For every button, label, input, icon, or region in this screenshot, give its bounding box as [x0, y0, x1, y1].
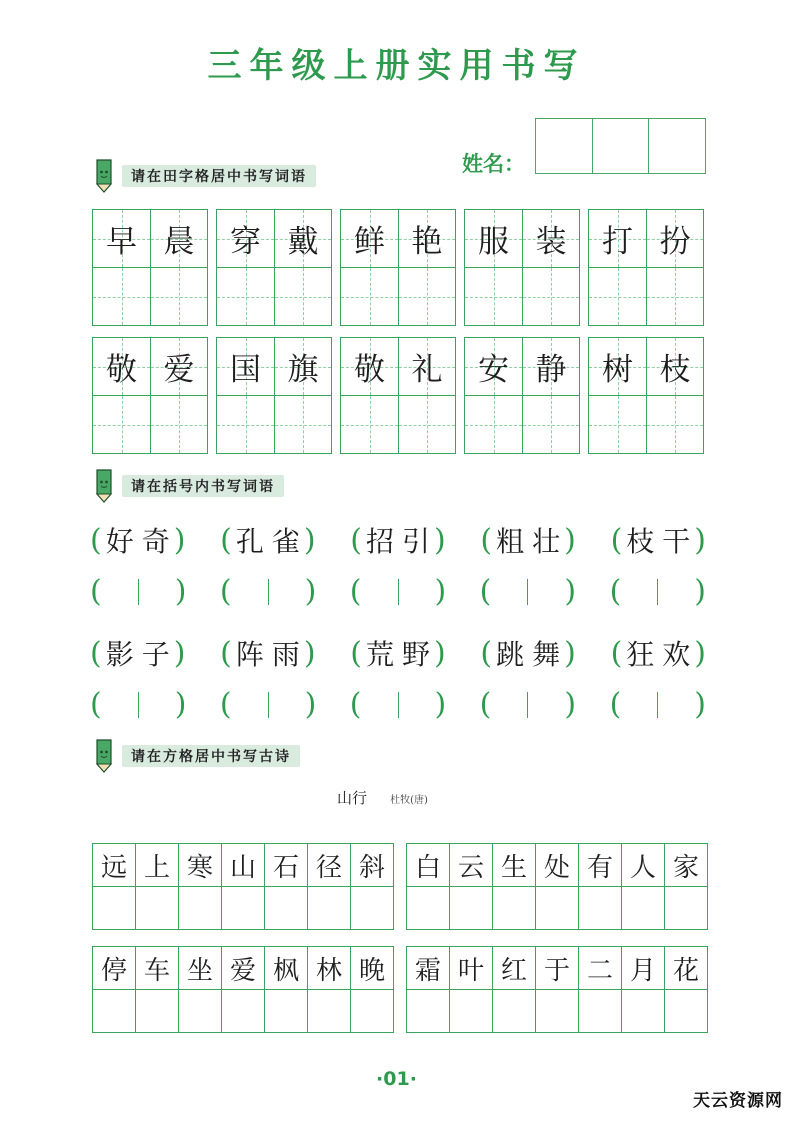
bracket-blank[interactable]: [610, 687, 706, 722]
poem-char-cell: 斜: [351, 844, 394, 887]
poem-char-cell: 叶: [450, 947, 493, 990]
poem-char-cell: 停: [93, 947, 136, 990]
poem-line-grid: [406, 946, 708, 1033]
tian-cell: [150, 338, 207, 453]
bracket-char: 野: [401, 638, 430, 671]
page-title: 三年级上册实用书写: [207, 46, 586, 86]
blank-slot[interactable]: [362, 690, 398, 720]
bracket-word: [611, 520, 706, 560]
tian-practice-cell[interactable]: [399, 396, 455, 453]
bracket-char: 好: [105, 525, 134, 558]
tian-word: [216, 337, 332, 454]
tian-word: [340, 337, 456, 454]
blank-slot[interactable]: [399, 577, 435, 607]
blank-slot[interactable]: [621, 690, 657, 720]
blank-slot[interactable]: [269, 690, 305, 720]
poem-char-cell: 花: [665, 947, 708, 990]
tian-practice-cell[interactable]: [217, 268, 274, 325]
right-paren: ): [694, 574, 706, 609]
poem-char-cell: 爱: [222, 947, 265, 990]
poem-practice-cell[interactable]: [308, 990, 351, 1033]
bracket-word: [90, 520, 185, 560]
tian-word: [216, 209, 332, 326]
poem-line-grid: [406, 843, 708, 930]
bracket-char: 狂: [626, 638, 655, 671]
tian-practice-cell[interactable]: [399, 268, 455, 325]
section-header-3: [92, 738, 300, 774]
tian-practice-cell[interactable]: [647, 396, 703, 453]
tian-char: 敬: [354, 352, 385, 388]
right-paren: ): [694, 635, 706, 671]
left-paren: (: [219, 687, 232, 722]
right-paren: ): [434, 522, 446, 558]
poem-practice-cell[interactable]: [579, 990, 622, 1033]
right-paren: ): [173, 522, 186, 558]
poem-practice-cell[interactable]: [665, 887, 708, 930]
tian-word: [340, 209, 456, 326]
bracket-char: 子: [141, 638, 170, 671]
tian-char-cell: [151, 338, 207, 396]
poem-char-cell: 人: [622, 844, 665, 887]
tian-practice-cell[interactable]: [341, 396, 398, 453]
section-label: 请在方格居中书写古诗: [122, 745, 300, 767]
poem-line-grid: [92, 843, 394, 930]
tian-char-cell: [217, 210, 274, 268]
poem-char-cell: 山: [222, 844, 265, 887]
tian-char-cell: [465, 210, 522, 268]
blank-slot[interactable]: [658, 690, 694, 720]
tian-char-cell: [647, 210, 703, 268]
tian-practice-cell[interactable]: [523, 396, 579, 453]
bracket-char: 影: [105, 638, 134, 671]
page-number: ·01·: [376, 1068, 417, 1090]
blank-slot[interactable]: [621, 577, 657, 607]
poem-practice-cell[interactable]: [136, 887, 179, 930]
blank-slot[interactable]: [232, 577, 268, 607]
left-paren: (: [350, 522, 362, 558]
blank-slot[interactable]: [362, 577, 398, 607]
right-paren: ): [304, 687, 317, 722]
poem-char-cell: 家: [665, 844, 708, 887]
right-paren: ): [174, 574, 187, 609]
tian-practice-cell[interactable]: [523, 268, 579, 325]
tian-char-cell: [217, 338, 274, 396]
right-paren: ): [694, 522, 706, 558]
right-paren: ): [434, 635, 446, 671]
tian-char-cell: [465, 338, 522, 396]
tian-grid-area: [92, 209, 704, 454]
name-box[interactable]: [536, 119, 593, 173]
pencil-icon: [92, 158, 116, 194]
left-paren: (: [610, 635, 623, 671]
blank-slot[interactable]: [658, 577, 694, 607]
tian-cell: [522, 210, 579, 325]
tian-char: 早: [106, 224, 137, 260]
poem-char-cell: 寒: [179, 844, 222, 887]
left-paren: (: [349, 687, 362, 722]
tian-char: 打: [602, 224, 633, 260]
poem-char-cell: 晚: [351, 947, 394, 990]
left-paren: (: [90, 635, 102, 671]
bracket-word-row: [90, 520, 706, 560]
name-box[interactable]: [649, 119, 705, 173]
tian-char-cell: [275, 210, 331, 268]
blank-slot[interactable]: [491, 690, 527, 720]
bracket-char: 荒: [365, 638, 394, 671]
tian-char-cell: [523, 210, 579, 268]
tian-char-cell: [589, 338, 646, 396]
tian-char: 国: [230, 352, 261, 388]
poem-char-cell: 有: [579, 844, 622, 887]
right-paren: ): [173, 635, 186, 671]
bracket-char: 引: [401, 525, 430, 558]
bracket-char: 粗: [496, 525, 525, 558]
tian-word: [92, 209, 208, 326]
tian-practice-cell[interactable]: [93, 396, 150, 453]
tian-cell: [341, 338, 398, 453]
poem-char-cell: 于: [536, 947, 579, 990]
tian-word: [464, 337, 580, 454]
poem-title: 山行: [337, 789, 368, 807]
poem-practice-cell[interactable]: [493, 990, 536, 1033]
poem-char-cell: 二: [579, 947, 622, 990]
bracket-word: [611, 633, 706, 673]
blank-slot[interactable]: [102, 577, 138, 607]
poem-practice-cell[interactable]: [622, 887, 665, 930]
bracket-blank[interactable]: [90, 687, 186, 722]
tian-cell: [522, 338, 579, 453]
poem-row: [92, 946, 708, 1033]
poem-char-cell: 红: [493, 947, 536, 990]
tian-practice-cell[interactable]: [93, 268, 150, 325]
bracket-char: 欢: [662, 638, 691, 671]
bracket-word: [480, 520, 575, 560]
tian-char: 旗: [287, 352, 319, 388]
bracket-char: 舞: [532, 638, 561, 671]
poem-char-cell: 处: [536, 844, 579, 887]
tian-char: 礼: [411, 352, 443, 388]
left-paren: (: [350, 635, 362, 671]
tian-char-cell: [647, 338, 703, 396]
poem-char-cell: 远: [93, 844, 136, 887]
section-header-1: [92, 158, 316, 194]
poem-practice-cell[interactable]: [265, 887, 308, 930]
tian-cell: [398, 338, 455, 453]
blank-slot[interactable]: [232, 690, 268, 720]
tian-cell: [150, 210, 207, 325]
bracket-word: [350, 633, 445, 673]
poem-char-cell: 白: [407, 844, 450, 887]
tian-cell: [217, 210, 274, 325]
right-paren: ): [564, 635, 576, 671]
tian-char-cell: [399, 338, 455, 396]
bracket-word: [220, 633, 315, 673]
bracket-blank[interactable]: [90, 574, 186, 609]
left-paren: (: [480, 522, 493, 558]
poem-grid-area: [92, 843, 708, 1033]
right-paren: ): [304, 574, 317, 609]
poem-char-cell: 坐: [179, 947, 222, 990]
tian-char: 晨: [163, 224, 195, 260]
left-paren: (: [479, 574, 492, 609]
blank-slot[interactable]: [528, 577, 564, 607]
tian-char: 扮: [659, 224, 691, 260]
left-paren: (: [480, 635, 493, 671]
blank-slot[interactable]: [491, 577, 527, 607]
tian-practice-cell[interactable]: [589, 268, 646, 325]
tian-cell: [217, 338, 274, 453]
right-paren: ): [434, 574, 447, 609]
poem-char-cell: 云: [450, 844, 493, 887]
tian-practice-cell[interactable]: [465, 268, 522, 325]
name-label: 姓名：: [462, 152, 525, 176]
bracket-blank[interactable]: [220, 687, 316, 722]
poem-char-cell: 石: [265, 844, 308, 887]
poem-char-cell: 月: [622, 947, 665, 990]
right-paren: ): [564, 522, 576, 558]
blank-slot[interactable]: [139, 577, 175, 607]
poem-practice-cell[interactable]: [351, 887, 394, 930]
right-paren: ): [564, 574, 577, 609]
left-paren: (: [479, 687, 492, 722]
tian-practice-cell[interactable]: [151, 396, 207, 453]
tian-char: 爱: [163, 352, 195, 388]
bracket-char: 枝: [626, 525, 655, 558]
blank-slot[interactable]: [139, 690, 175, 720]
section-header-2: [92, 468, 284, 504]
tian-char-cell: [151, 210, 207, 268]
blank-slot[interactable]: [269, 577, 305, 607]
bracket-blank[interactable]: [480, 574, 576, 609]
tian-cell: [398, 210, 455, 325]
poem-practice-cell[interactable]: [407, 990, 450, 1033]
poem-practice-cell[interactable]: [579, 887, 622, 930]
tian-char-cell: [341, 210, 398, 268]
bracket-word: [480, 633, 575, 673]
tian-cell: [93, 210, 150, 325]
tian-practice-cell[interactable]: [217, 396, 274, 453]
left-paren: (: [90, 574, 102, 609]
poem-author: 杜牧(唐): [390, 795, 428, 806]
bracket-char: 奇: [141, 525, 170, 558]
poem-practice-cell[interactable]: [665, 990, 708, 1033]
tian-practice-cell[interactable]: [589, 396, 646, 453]
blank-slot[interactable]: [528, 690, 564, 720]
bracket-blank[interactable]: [220, 574, 316, 609]
watermark-text: 天云资源网: [693, 1091, 783, 1111]
poem-practice-cell[interactable]: [450, 887, 493, 930]
poem-row: [92, 843, 708, 930]
tian-practice-cell[interactable]: [465, 396, 522, 453]
section-label: 请在括号内书写词语: [122, 475, 284, 497]
bracket-char: 阵: [235, 638, 264, 671]
poem-practice-cell[interactable]: [222, 887, 265, 930]
tian-cell: [274, 338, 331, 453]
bracket-blank[interactable]: [480, 687, 576, 722]
bracket-practice-row: [90, 687, 706, 722]
left-paren: (: [219, 574, 232, 609]
tian-char-cell: [93, 338, 150, 396]
poem-practice-cell[interactable]: [493, 887, 536, 930]
tian-char: 静: [535, 352, 567, 388]
poem-practice-cell[interactable]: [93, 990, 136, 1033]
right-paren: ): [303, 635, 316, 671]
name-input-boxes[interactable]: [535, 118, 706, 174]
bracket-char: 干: [662, 525, 691, 558]
bracket-char: 雨: [271, 638, 300, 671]
right-paren: ): [694, 687, 706, 722]
tian-word: [92, 337, 208, 454]
tian-row: [92, 209, 704, 326]
tian-word: [588, 209, 704, 326]
tian-cell: [646, 338, 703, 453]
poem-practice-cell[interactable]: [179, 990, 222, 1033]
bracket-char: 孔: [235, 525, 264, 558]
bracket-char: 跳: [496, 638, 525, 671]
bracket-word-row: [90, 633, 706, 673]
tian-cell: [589, 210, 646, 325]
tian-char: 服: [478, 224, 509, 260]
left-paren: (: [609, 574, 622, 609]
tian-cell: [465, 210, 522, 325]
tian-practice-cell[interactable]: [647, 268, 703, 325]
left-paren: (: [90, 687, 102, 722]
poem-practice-cell[interactable]: [222, 990, 265, 1033]
bracket-blank[interactable]: [610, 574, 706, 609]
tian-cell: [274, 210, 331, 325]
tian-practice-cell[interactable]: [341, 268, 398, 325]
tian-char-cell: [523, 338, 579, 396]
bracket-area: [90, 520, 706, 722]
bracket-blank[interactable]: [350, 687, 446, 722]
tian-char: 穿: [230, 224, 261, 260]
tian-cell: [341, 210, 398, 325]
pencil-icon: [92, 468, 116, 504]
tian-char-cell: [275, 338, 331, 396]
tian-cell: [93, 338, 150, 453]
left-paren: (: [609, 687, 622, 722]
section-label: 请在田字格居中书写词语: [122, 165, 316, 187]
left-paren: (: [220, 522, 232, 558]
bracket-word: [90, 633, 185, 673]
tian-char: 枝: [659, 352, 691, 388]
blank-slot[interactable]: [399, 690, 435, 720]
poem-char-cell: 霜: [407, 947, 450, 990]
tian-char: 艳: [411, 224, 443, 260]
tian-word: [588, 337, 704, 454]
tian-char: 戴: [287, 224, 319, 260]
poem-practice-cell[interactable]: [536, 887, 579, 930]
tian-practice-cell[interactable]: [151, 268, 207, 325]
poem-char-cell: 枫: [265, 947, 308, 990]
poem-practice-cell[interactable]: [450, 990, 493, 1033]
tian-char: 敬: [106, 352, 137, 388]
poem-char-cell: 林: [308, 947, 351, 990]
tian-char-cell: [341, 338, 398, 396]
tian-practice-cell[interactable]: [275, 396, 331, 453]
poem-practice-cell[interactable]: [265, 990, 308, 1033]
poem-char-cell: 车: [136, 947, 179, 990]
tian-row: [92, 337, 704, 454]
poem-practice-cell[interactable]: [622, 990, 665, 1033]
bracket-word: [220, 520, 315, 560]
poem-practice-cell[interactable]: [351, 990, 394, 1033]
poem-practice-cell[interactable]: [407, 887, 450, 930]
tian-char-cell: [399, 210, 455, 268]
tian-cell: [589, 338, 646, 453]
bracket-char: 雀: [271, 525, 300, 558]
bracket-blank[interactable]: [350, 574, 446, 609]
poem-practice-cell[interactable]: [93, 887, 136, 930]
bracket-practice-row: [90, 574, 706, 609]
poem-practice-cell[interactable]: [536, 990, 579, 1033]
tian-char: 树: [602, 352, 633, 388]
poem-practice-cell[interactable]: [179, 887, 222, 930]
poem-char-cell: 上: [136, 844, 179, 887]
poem-practice-cell[interactable]: [308, 887, 351, 930]
tian-char: 安: [478, 352, 509, 388]
left-paren: (: [610, 522, 623, 558]
bracket-char: 招: [365, 525, 394, 558]
poem-char-cell: 径: [308, 844, 351, 887]
right-paren: ): [303, 522, 316, 558]
tian-char: 鲜: [354, 224, 385, 260]
name-box[interactable]: [593, 119, 650, 173]
right-paren: ): [564, 687, 577, 722]
pencil-icon: [92, 738, 116, 774]
right-paren: ): [434, 687, 447, 722]
poem-char-cell: 生: [493, 844, 536, 887]
tian-cell: [465, 338, 522, 453]
poem-practice-cell[interactable]: [136, 990, 179, 1033]
left-paren: (: [90, 522, 102, 558]
bracket-char: 壮: [532, 525, 561, 558]
tian-char: 装: [535, 224, 567, 260]
bracket-word: [350, 520, 445, 560]
tian-char-cell: [589, 210, 646, 268]
left-paren: (: [220, 635, 232, 671]
poem-line-grid: [92, 946, 394, 1033]
blank-slot[interactable]: [102, 690, 138, 720]
tian-cell: [646, 210, 703, 325]
tian-practice-cell[interactable]: [275, 268, 331, 325]
right-paren: ): [174, 687, 187, 722]
tian-word: [464, 209, 580, 326]
left-paren: (: [349, 574, 362, 609]
poem-heading: [337, 787, 428, 808]
tian-char-cell: [93, 210, 150, 268]
